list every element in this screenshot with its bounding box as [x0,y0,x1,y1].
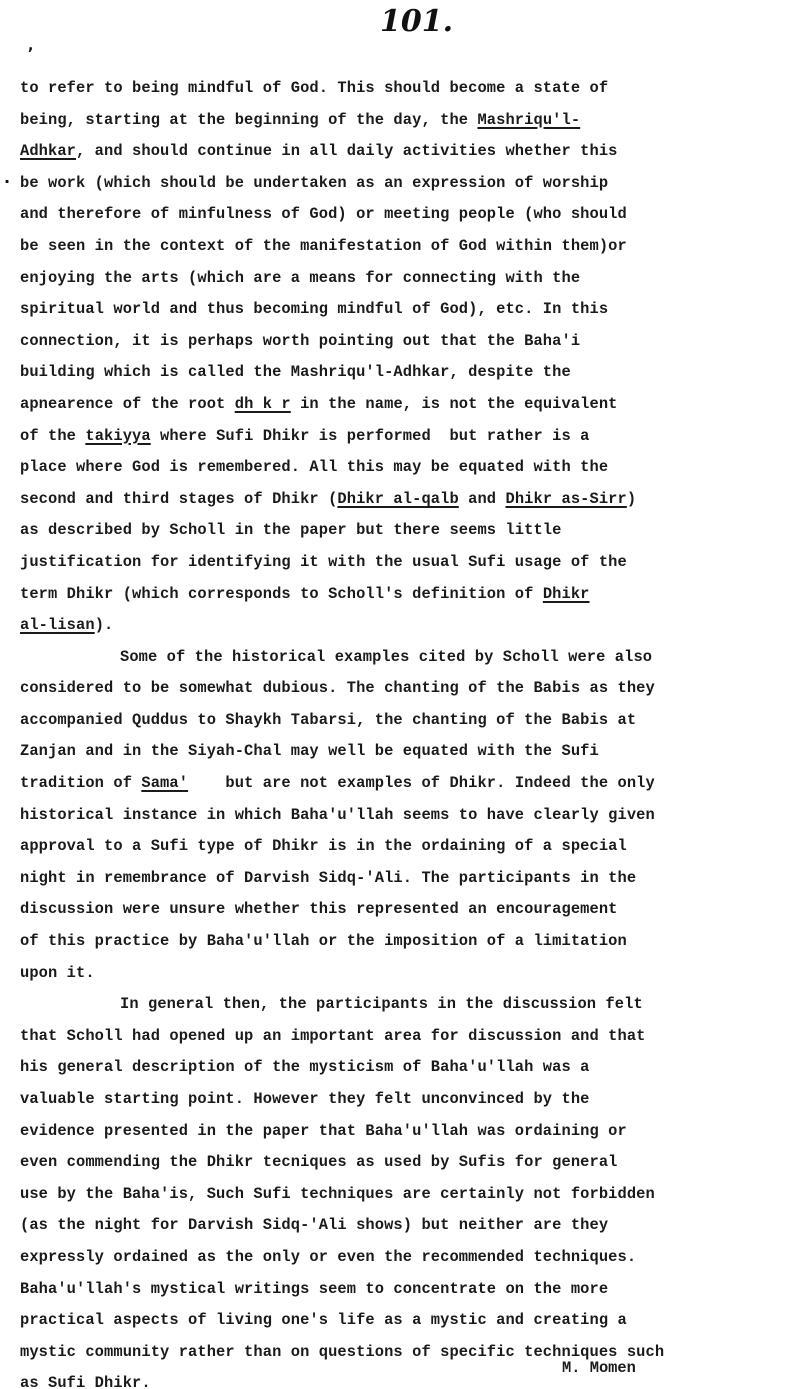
text-line [20,263,790,295]
text-line [20,736,790,768]
underlined-term: Sama' [141,774,189,793]
line-segment: use by the Baha'is, Such Sufi techniques are certainly not forbidden [20,1184,655,1203]
text-line [20,294,790,326]
body-text [20,73,790,1389]
text-line [20,484,790,516]
line-segment: justification for identifying it with the usual Sufi usage of the [20,552,627,571]
line-segment: approval to a Sufi type of Dhikr is in the ordaining of a special [20,837,627,856]
line-segment: night in remembrance of Darvish Sidq-'Ali. The participants in the [20,868,637,887]
line-segment: Baha'u'llah's mystical writings seem to concentrate on the more [20,1279,609,1298]
line-segment: as described by Scholl in the paper but there seems little [20,521,562,540]
line-segment: upon it. [20,963,95,982]
underlined-term: Mashriqu'l- [477,110,581,129]
text-line [20,199,790,231]
line-segment: Some of the historical examples cited by Scholl were also [120,647,653,666]
text-line [20,1116,790,1148]
text-line [20,105,790,137]
underlined-term: dh k r [234,394,291,413]
line-segment: mystic community rather than on questions of specific techniques such [20,1342,665,1361]
text-line [20,1337,790,1369]
line-segment: to refer to being mindful of God. This should become a state of [20,79,609,97]
text-line [20,863,790,895]
text-line [20,421,790,453]
text-line [20,958,790,990]
line-segment: term Dhikr (which corresponds to Scholl's definition of [20,584,543,603]
line-segment: evidence presented in the paper that Baha'u'llah was ordaining or [20,1121,627,1140]
page-number: 101. [380,4,454,39]
underlined-term: al-lisan [20,616,95,635]
text-line [20,136,790,168]
line-segment: that Scholl had opened up an important area for discussion and that [20,1026,646,1045]
text-line [20,389,790,421]
text-line [20,1274,790,1306]
line-segment: considered to be somewhat dubious. The chanting of the Babis as they [20,679,655,698]
underlined-term: takiyya [85,426,151,445]
line-segment: (as the night for Darvish Sidq-'Ali shows) but neither are they [20,1216,609,1235]
line-segment: historical instance in which Baha'u'llah seems to have clearly given [20,805,655,824]
text-line [20,357,790,389]
text-line [20,452,790,484]
text-line [20,1021,790,1053]
text-line [20,547,790,579]
text-line [20,73,790,105]
line-segment: being, starting at the beginning of the day, the [20,110,478,129]
author-signature: M. Momen [562,1359,636,1377]
text-line [20,642,790,674]
underlined-term: Dhikr as-Sirr [505,489,627,508]
line-segment: place where God is remembered. All this may be equated with the [20,458,609,477]
line-segment: even commending the Dhikr tecniques as used by Sufis for general [20,1153,618,1172]
text-line [20,673,790,705]
line-segment: where Sufi Dhikr is performed but rather is a [150,426,590,445]
text-line [20,800,790,832]
text-line [20,515,790,547]
margin-dot: . [4,168,11,187]
line-segment: expressly ordained as the only or even the recommended techniques. [20,1247,637,1266]
line-segment: connection, it is perhaps worth pointing out that the Baha'i [20,331,581,350]
underlined-term: Dhikr [542,584,590,603]
line-segment: and therefore of minfulness of God) or meeting people (who should [20,205,627,224]
line-segment: building which is called the Mashriqu'l-Adhkar, despite the [20,363,571,382]
line-segment: as Sufi Dhikr. [20,1374,151,1389]
text-line [20,926,790,958]
line-segment: valuable starting point. However they felt unconvinced by the [20,1090,590,1108]
line-segment: ) [626,489,637,508]
text-line [20,831,790,863]
text-line [20,1242,790,1274]
text-line [20,989,790,1021]
text-line [20,1084,790,1116]
text-line [20,579,790,611]
text-line [20,1368,790,1389]
text-line [20,326,790,358]
line-segment: tradition of [20,774,142,793]
text-line [20,1179,790,1211]
underlined-term: Dhikr al-qalb [337,489,459,508]
line-segment: and [458,489,506,508]
line-segment: of the [20,426,86,445]
line-segment: accompanied Quddus to Shaykh Tabarsi, the chanting of the Babis at [20,710,637,729]
line-segment: spiritual world and thus becoming mindful of God), etc. In this [20,300,609,319]
text-line [20,610,790,642]
line-segment: apnearence of the root [20,394,235,413]
underlined-term: Adhkar [20,142,77,161]
line-segment: discussion were unsure whether this represented an encouragement [20,900,618,919]
text-line [20,1210,790,1242]
line-segment: be seen in the context of the manifestation of God within them)or [20,236,627,255]
line-segment: enjoying the arts (which are a means for connecting with the [20,268,581,287]
line-segment: In general then, the participants in the discussion felt [120,995,643,1014]
text-line [20,168,790,200]
text-line [20,1305,790,1337]
line-segment: , and should continue in all daily activities whether this [76,142,618,161]
line-segment: practical aspects of living one's life as a mystic and creating a [20,1311,627,1330]
line-segment: his general description of the mysticism of Baha'u'llah was a [20,1058,590,1077]
text-line [20,1147,790,1179]
line-segment: in the name, is not the equivalent [290,394,618,413]
text-line [20,894,790,926]
text-line [20,1052,790,1084]
text-line [20,768,790,800]
line-segment: be work (which should be undertaken as an expression of worship [20,173,609,192]
text-line [20,705,790,737]
line-segment: but are not examples of Dhikr. Indeed the only [188,774,655,793]
line-segment: of this practice by Baha'u'llah or the imposition of a limitation [20,932,627,951]
line-segment: second and third stages of Dhikr ( [20,489,338,508]
line-segment: Zanjan and in the Siyah-Chal may well be equated with the Sufi [20,742,599,761]
margin-mark: , [28,38,34,54]
line-segment: ). [94,616,114,635]
text-line [20,231,790,263]
